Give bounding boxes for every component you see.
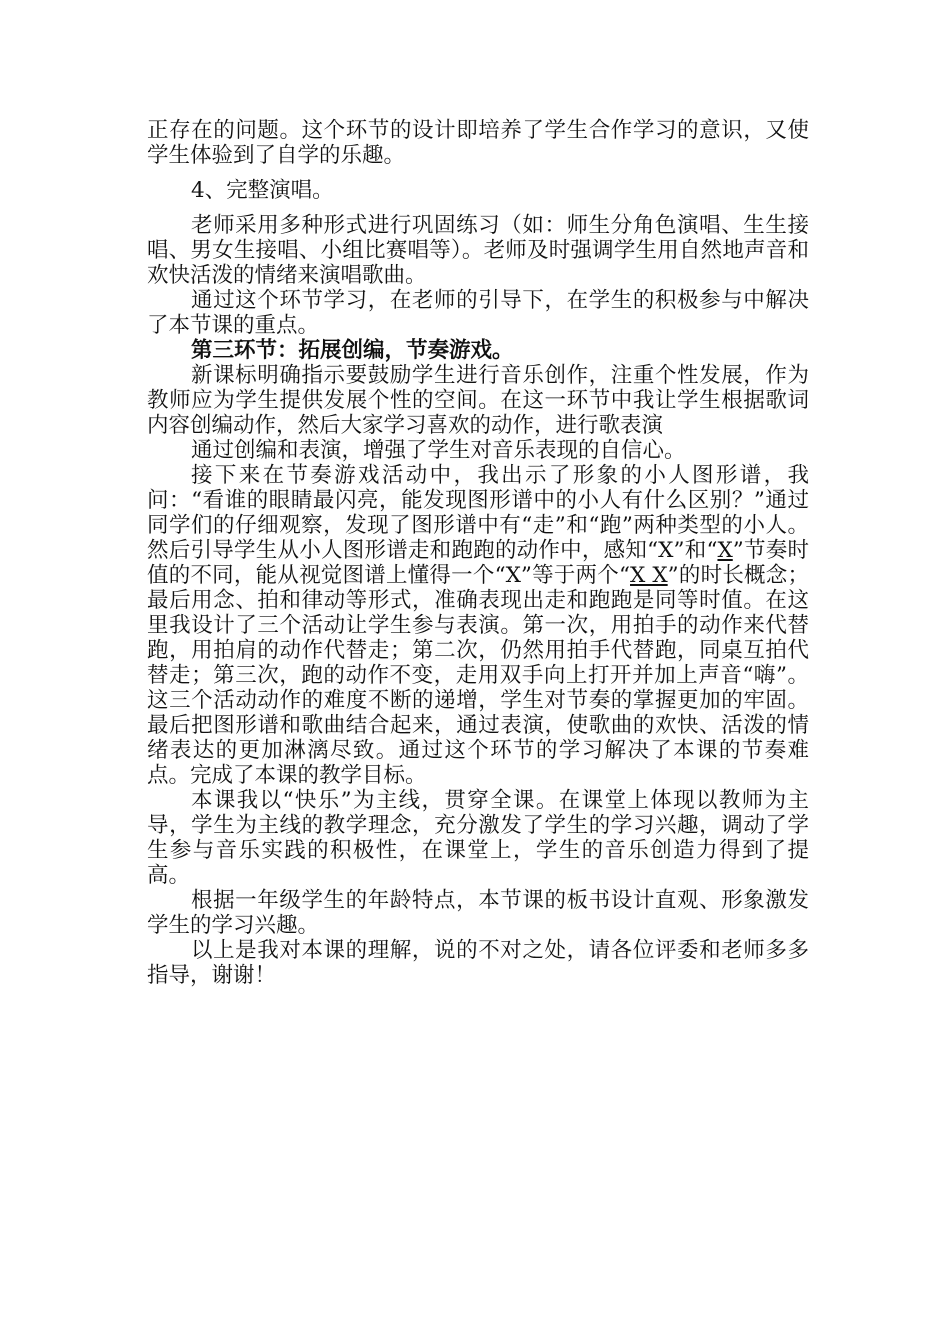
section-heading-3: 第三环节：拓展创编，节奏游戏。	[191, 338, 514, 363]
section-item-4: 4、完整演唱。	[191, 178, 334, 203]
paragraph-closing: 以上是我对本课的理解，说的不对之处，请各位评委和老师多多指导，谢谢！	[147, 938, 809, 988]
paragraph-curriculum: 新课标明确指示要鼓励学生进行音乐创作，注重个性发展，作为教师应为学生提供发展个性的空间。在这一环节中我让学生根据歌词内容创编动作，然后大家学习喜欢的动作，进行歌表演	[147, 363, 809, 438]
rhythm-text-a: 接下来在节奏游戏活动中，我出示了形象的小人图形谱，我问：“看谁的眼睛最闪亮，能发现图形谱中的小人有什么区别？”通过同学们的仔细观察，发现了图形谱中有“走”和“跑”两种类型的小人。然后引导学生从小人图形谱走和跑跑的动作中，感知“	[147, 463, 809, 563]
paragraph-intro: 正存在的问题。这个环节的设计即培养了学生合作学习的意识，又使学生体验到了自学的乐趣。	[147, 118, 809, 168]
paragraph-rhythm-game	[147, 463, 809, 788]
paragraph-practice: 老师采用多种形式进行巩固练习（如：师生分角色演唱、生生接唱、男女生接唱、小组比赛唱等）。老师及时强调学生用自然地声音和欢快活泼的情绪来演唱歌曲。	[147, 213, 809, 288]
paragraph-confidence: 通过创编和表演，增强了学生对音乐表现的自信心。	[191, 438, 686, 463]
rhythm-note-x-single: X	[505, 563, 521, 588]
rhythm-text-b: ”和“	[673, 538, 718, 563]
rhythm-text-d: ”等于两个“	[520, 563, 630, 588]
paragraph-summary: 本课我以“快乐”为主线，贯穿全课。在课堂上体现以教师为主导，学生为主线的教学理念，充分激发了学生的学习兴趣，调动了学生参与音乐实践的积极性，在课堂上，学生的音乐创造力得到了提高。	[147, 788, 809, 888]
paragraph-board-design: 根据一年级学生的年龄特点，本节课的板书设计直观、形象激发学生的学习兴趣。	[147, 888, 809, 938]
paragraph-key-point: 通过这个环节学习，在老师的引导下，在学生的积极参与中解决了本节课的重点。	[147, 288, 809, 338]
rhythm-text-c: ”节奏时值的不同，能从视觉图谱上懂得一个“	[147, 538, 809, 588]
rhythm-note-x: X	[658, 538, 674, 563]
rhythm-text-e: ”的时长概念；最后用念、拍和律动等形式，准确表现出走和跑跑是同等时值。在这里我设计了三个活动让学生参与表演。第一次，用拍手的动作来代替跑，用拍肩的动作代替走；第二次，仍然用拍手代替跑，同桌互拍代替走；第三次，跑的动作不变，走用双手向上打开并加上声音“嗨”。这三个活动动作的难度不断的递增，学生对节奏的掌握更加的牢固。最后把图形谱和歌曲结合起来，通过表演，使歌曲的欢快、活泼的情绪表达的更加淋漓尽致。通过这个环节的学习解决了本课的节奏难点。完成了本课的教学目标。	[147, 563, 810, 788]
rhythm-note-x-underlined: X	[717, 538, 733, 563]
document-body	[147, 118, 809, 988]
rhythm-note-xx-underlined: X X	[630, 563, 668, 588]
